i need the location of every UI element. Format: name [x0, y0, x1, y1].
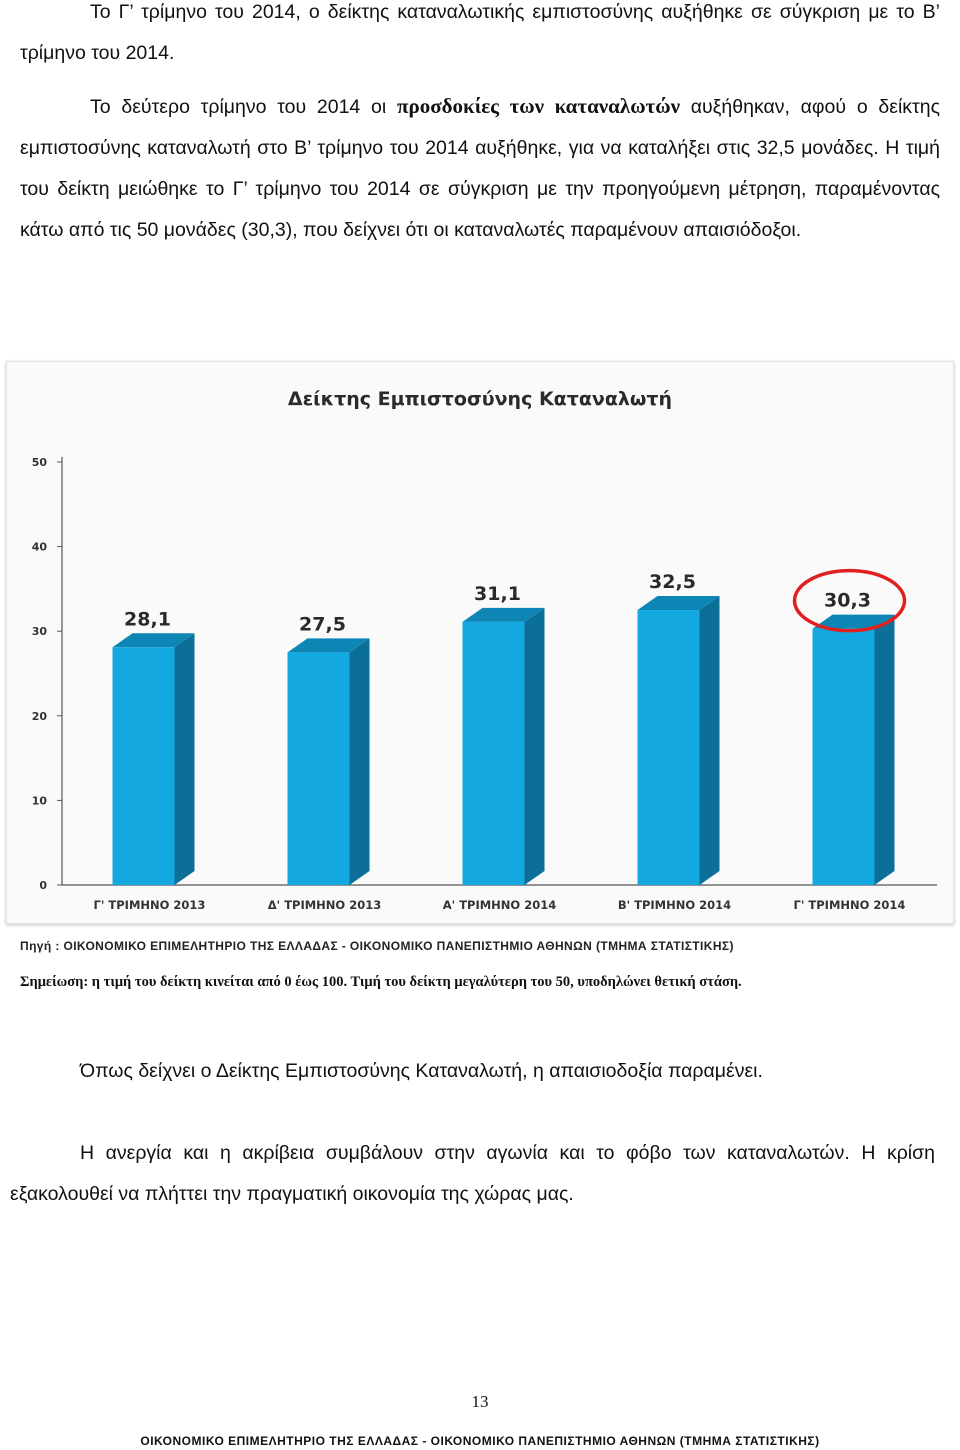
bar-side	[700, 596, 720, 885]
paragraph-pessimism: Όπως δείχνει ο Δείκτης Εμπιστοσύνης Καταναλωτή, η απαισιοδοξία παραμένει.	[80, 1060, 763, 1082]
bar-side	[175, 633, 195, 885]
page-footer: ΟΙΚΟΝΟΜΙΚΟ ΕΠΙΜΕΛΗΤΗΡΙΟ ΤΗΣ ΕΛΛΑΔΑΣ - ΟΙΚΟΝΟΜΙΚΟ ΠΑΝΕΠΙΣΤΗΜΙΟ ΑΘΗΝΩΝ (ΤΜΗΜΑ ΣΤΑΤΙΣΤΙΚΗΣ)	[140, 1434, 820, 1448]
data-label: 27,5	[299, 613, 346, 636]
bar-side	[525, 608, 545, 885]
chart-svg	[7, 362, 953, 923]
consumer-confidence-chart	[6, 361, 954, 924]
bar	[813, 629, 875, 885]
x-tick-label: Α' ΤΡΙΜΗΝΟ 2014	[442, 898, 557, 912]
y-tick-label: 30	[31, 625, 47, 639]
x-tick-label: Γ' ΤΡΙΜΗΝΟ 2014	[793, 898, 906, 912]
data-label: 28,1	[124, 608, 171, 631]
bar	[288, 652, 350, 885]
bar-side	[875, 615, 895, 885]
paragraph-unemployment	[10, 1133, 935, 1215]
y-tick-label: 50	[31, 456, 47, 469]
data-label: 32,5	[649, 571, 696, 594]
paragraph-bold-phrase: προσδοκίες των καταναλωτών	[396, 94, 680, 118]
y-tick-label: 0	[39, 879, 47, 892]
bar	[463, 622, 525, 885]
chart-source: Πηγή : ΟΙΚΟΝΟΜΙΚΟ ΕΠΙΜΕΛΗΤΗΡΙΟ ΤΗΣ ΕΛΛΑΔΑΣ - ΟΙΚΟΝΟΜΙΚΟ ΠΑΝΕΠΙΣΤΗΜΙΟ ΑΘΗΝΩΝ (ΤΜΗΜΑ ΣΤΑΤΙΣΤΙΚΗΣ)	[20, 939, 734, 953]
chart-note: Σημείωση: η τιμή του δείκτη κινείται από 0 έως 100. Τιμή του δείκτη μεγαλύτερη του 50, υποδηλώνει θετική στάση.	[20, 974, 742, 990]
x-tick-label: Δ' ΤΡΙΜΗΝΟ 2013	[267, 898, 382, 912]
x-tick-label: Γ' ΤΡΙΜΗΝΟ 2013	[93, 898, 206, 912]
x-tick-label: Β' ΤΡΙΜΗΝΟ 2014	[617, 898, 732, 912]
bar	[638, 610, 700, 885]
paragraph-text-end: αυξήθηκαν, αφού ο δείκτης εμπιστοσύνης καταναλωτή στο Β’ τρίμηνο του 2014 αυξήθηκε, για να καταλήξει στις 32,5 μονάδες. Η τιμή του δείκτη μειώθηκε το Γ’ τρίμηνο του 2014 σε σύγκριση με την προηγούμενη μέτρηση, παραμένοντας κάτω από τις 50 μονάδες (30,3), που δείχνει ότι οι καταναλωτές παραμένουν απαισιόδοξοι.	[20, 96, 940, 241]
bar	[113, 647, 175, 885]
bar-side	[350, 638, 370, 885]
data-label: 31,1	[474, 582, 521, 605]
chart-title: Δείκτης Εμπιστοσύνης Καταναλωτή	[287, 388, 673, 410]
paragraph-text: Η ανεργία και η ακρίβεια συμβάλουν στην αγωνία και το φόβο των καταναλωτών. Η κρίση εξακολουθεί να πλήττει την πραγματική οικονομία της χώρας μας.	[10, 1142, 935, 1205]
paragraph-q3-summary	[20, 0, 940, 74]
y-tick-label: 20	[31, 709, 47, 723]
y-tick-label: 10	[31, 794, 47, 808]
paragraph-text-start: Το δεύτερο τρίμηνο του 2014 οι	[90, 96, 397, 118]
paragraph-text: Το Γ’ τρίμηνο του 2014, ο δείκτης καταναλωτικής εμπιστοσύνης αυξήθηκε σε σύγκριση με το Β’ τρίμηνο του 2014.	[20, 1, 940, 64]
data-label: 30,3	[824, 589, 871, 612]
paragraph-consumer-expectations	[20, 86, 940, 251]
y-tick-label: 40	[31, 540, 47, 554]
page-number: 13	[471, 1392, 489, 1411]
